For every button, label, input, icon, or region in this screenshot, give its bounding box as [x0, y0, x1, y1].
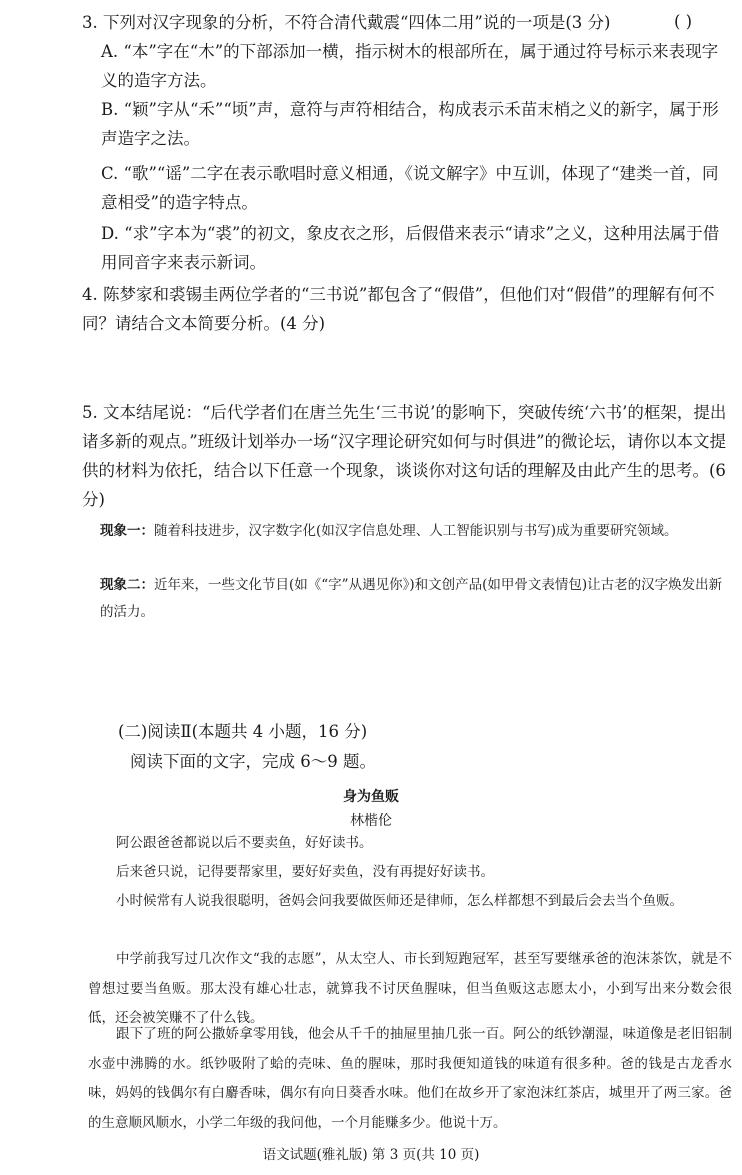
article-author: 林楷伦	[350, 813, 392, 829]
question-3-option-c: C. “歌”“谣”二字在表示歌唱时意义相通，《说文解字》中互训，体现了“建类一首，同意相受”的造字特点。	[101, 164, 719, 212]
article-title: 身为鱼贩	[343, 789, 399, 805]
phenomenon-2	[100, 572, 732, 626]
question-3-option-b: B. “颖”字从“禾”“顷”声，意符与声符相结合，构成表示禾苗末梢之义的新字，属于形声造字之法。	[101, 100, 719, 148]
question-3-stem: 3. 下列对汉字现象的分析，不符合清代戴震“四体二用”说的一项是(3 分)	[82, 13, 611, 32]
phenomenon-1	[100, 518, 732, 545]
section-instruction: 阅读下面的文字，完成 6～9 题。	[130, 752, 376, 771]
section-heading: (二)阅读Ⅱ(本题共 4 小题，16 分)	[118, 722, 368, 741]
phenomenon-2-label: 现象二：	[100, 577, 154, 593]
phenomenon-2-text: 近年来，一些文化节目(如《“字”从遇见你》)和文创产品(如甲骨文表情包)让古老的汉字焕发出新的活力。	[100, 577, 723, 620]
article-paragraph: 小时候常有人说我很聪明，爸妈会问我要做医师还是律师，怎么样都想不到最后会去当个鱼贩。	[116, 893, 683, 909]
article-paragraph: 跟下了班的阿公撒娇拿零用钱，他会从千千的抽屉里抽几张一百。阿公的纸钞潮湿，味道像是老旧铝制水壶中沸腾的水。纸钞吸附了蛤的壳味、鱼的腥味，那时我便知道钱的味道有很多种。爸的钱是古龙香水味，妈妈的钱偶尔有白麝香味，偶尔有向日葵香水味。他们在故乡开了家泡沫红茶店，城里开了两三家。爸的生意顺风顺水，小学二年级的我问他，一个月能赚多少。他说十万。	[88, 1026, 732, 1131]
question-5-stem: 5. 文本结尾说：“后代学者们在唐兰先生‘三书说’的影响下，突破传统‘六书’的框架，提出诸多新的观点。”班级计划举办一场“汉字理论研究如何与时俱进”的微论坛，请你以本文提供的材料为依托，结合以下任意一个现象，谈谈你对这句话的理解及由此产生的思考。(6 分)	[82, 403, 727, 509]
question-3-option-d: D. “求”字本为“裘”的初文，象皮衣之形，后假借来表示“请求”之义，这种用法属于借用同音字来表示新词。	[101, 224, 720, 272]
answer-bracket: ( )	[674, 12, 693, 31]
question-4: 4. 陈梦家和裘锡圭两位学者的“三书说”都包含了“假借”，但他们对“假借”的理解有何不同？请结合文本简要分析。(4 分)	[82, 285, 715, 333]
phenomenon-1-text: 随着科技进步，汉字数字化(如汉字信息处理、人工智能识别与书写)成为重要研究领域。	[154, 523, 678, 539]
article-paragraph: 后来爸只说，记得要帮家里，要好好卖鱼，没有再提好好读书。	[116, 864, 494, 880]
page-footer: 语文试题(雅礼版) 第 3 页(共 10 页)	[262, 1147, 480, 1163]
article-paragraph: 阿公跟爸爸都说以后不要卖鱼，好好读书。	[116, 835, 373, 851]
question-3-option-a: A. “本”字在“木”的下部添加一横，指示树木的根部所在，属于通过符号标示来表现字义的造字方法。	[101, 42, 719, 90]
article-paragraph: 中学前我写过几次作文“我的志愿”，从太空人、市长到短跑冠军，甚至写要继承爸的泡沫茶饮，就是不曾想过要当鱼贩。那太没有雄心壮志，就算我不讨厌鱼腥味，但当鱼贩这志愿太小，小到写出来分数会很低，还会被笑赚不了什么钱。	[88, 951, 732, 1026]
phenomenon-1-label: 现象一：	[100, 523, 154, 539]
